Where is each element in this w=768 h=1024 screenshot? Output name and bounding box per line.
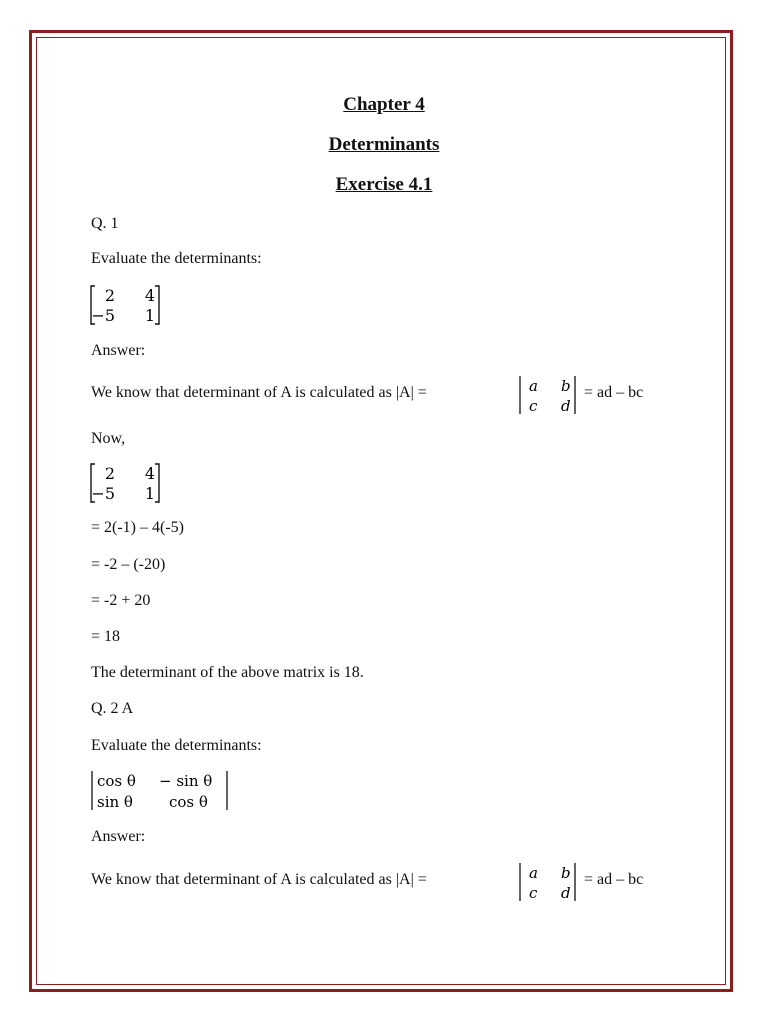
- determinant-cell: − sin θ: [159, 772, 213, 790]
- question-2a-determinant: [89, 768, 234, 814]
- formula-cell: b: [561, 377, 571, 395]
- determinant-cell: cos θ: [169, 793, 208, 811]
- matrix-cell: 4: [144, 286, 155, 305]
- formula-suffix: = ad – bc: [584, 871, 644, 888]
- question-1-answer-label: Answer:: [91, 342, 146, 359]
- step-1: = 2(-1) – 4(-5): [91, 519, 184, 536]
- chapter-heading: Chapter 4: [343, 94, 425, 115]
- question-1-conclusion: The determinant of the above matrix is 18.: [91, 664, 364, 681]
- question-1-matrix: [89, 283, 169, 327]
- formula-cell: c: [529, 397, 538, 415]
- matrix-cell: 2: [104, 464, 115, 483]
- formula-cell: a: [529, 864, 538, 882]
- question-2a-prompt: Evaluate the determinants:: [91, 737, 262, 754]
- formula-prefix: We know that determinant of A is calculated as |A| =: [91, 384, 427, 401]
- step-3: = -2 + 20: [91, 592, 151, 609]
- question-1-label: Q. 1: [91, 215, 119, 232]
- topic-title: Determinants: [328, 134, 440, 155]
- step-4: = 18: [91, 628, 121, 645]
- determinant-cell: sin θ: [97, 793, 133, 811]
- question-2a-answer-label: Answer:: [91, 828, 146, 845]
- question-1-formula-text: [91, 384, 427, 402]
- formula-prefix: We know that determinant of A is calculated as |A| =: [91, 871, 427, 888]
- matrix-cell: 4: [144, 464, 155, 483]
- question-2a-formula-text: [91, 871, 427, 889]
- matrix-cell: −5: [91, 484, 115, 503]
- matrix-cell: 1: [144, 306, 155, 325]
- now-label: Now,: [91, 430, 126, 447]
- formula-cell: c: [529, 884, 538, 902]
- question-1-formula-determinant: [517, 373, 579, 417]
- question-1-matrix-repeat: [89, 461, 169, 505]
- step-2: = -2 – (-20): [91, 556, 166, 573]
- matrix-cell: −5: [91, 306, 115, 325]
- formula-suffix: = ad – bc: [584, 384, 644, 401]
- question-2a-label: Q. 2 A: [91, 700, 134, 717]
- formula-cell: d: [561, 397, 571, 415]
- matrix-cell: 2: [104, 286, 115, 305]
- formula-cell: a: [529, 377, 538, 395]
- question-2a-formula-determinant: [517, 860, 579, 904]
- question-1-prompt: Evaluate the determinants:: [91, 250, 262, 267]
- exercise-heading: Exercise 4.1: [335, 174, 433, 195]
- matrix-cell: 1: [144, 484, 155, 503]
- determinant-cell: cos θ: [97, 772, 136, 790]
- formula-cell: b: [561, 864, 571, 882]
- formula-cell: d: [561, 884, 571, 902]
